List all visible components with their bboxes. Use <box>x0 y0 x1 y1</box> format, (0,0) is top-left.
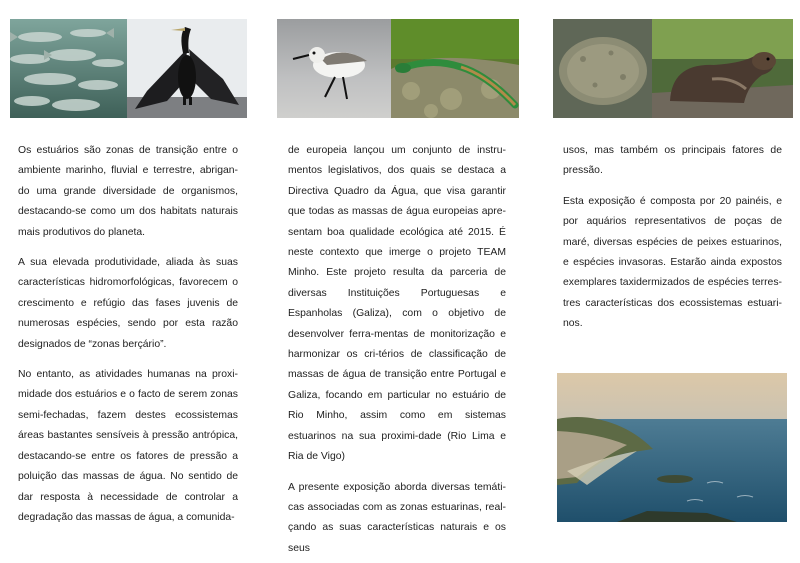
cormorant-photo <box>127 19 247 118</box>
column-1 <box>18 141 238 528</box>
column-1-paragraph-3: No entanto, as atividades humanas na proxi-midade dos estuários e o facto de serem zonas semi-fechadas, fazem destes ecossistemas áreas bastantes sensíveis à pressão antrópica, destacando-se entre os fatores de pressão a poluição das massas de água. No sentido de dar resposta à necessidade de controlar a degradação das massas de água, a comunida- <box>18 369 238 523</box>
flatfish-photo <box>553 19 652 118</box>
green-lizard-photo <box>391 19 519 118</box>
column-3 <box>563 141 782 335</box>
column-2-paragraph-2: A presente exposição aborda diversas temáti-cas associadas com as zonas estuarinas, real-çando as suas características naturais e os seus <box>288 481 506 554</box>
estuary-landscape-photo <box>557 373 787 522</box>
column-3-paragraph-1: usos, mas também os principais fatores de pressão. <box>563 145 782 177</box>
column-3-paragraph-2: Esta exposição é composta por 20 painéis, e por aquários representativos de poças de maré, diversas espécies de peixes estuarinos, e espécies invasoras. Estarão ainda expostos exemplares taxidermizados de espécies terres-tres características dos ecossistemas estuari-nos. <box>563 195 782 330</box>
otter-photo <box>652 19 793 118</box>
column-1-paragraph-2: A sua elevada produtividade, aliada às suas características hidromorfológicas, favorecem o crescimento e refúgio das fases juvenis de numerosas espécies, sendo por esta razão designados de “zonas berçário”. <box>18 257 238 350</box>
column-2-paragraph-1: de europeia lançou um conjunto de instru-mentos legislativos, dos quais se destaca a Directiva Quadro da Água, que visa garantir que todas as massas de água europeias apre-sentam boa qualidade ecológica até 2015. É neste contexto que imerge o projeto TEAM Minho. Este projeto resulta da parceria de diversas Instituições Portuguesas e Espanholas (Galiza), com o objetivo de desenvolver ferra-mentas de monitorização e harmonizar os cri-térios de classificação de massas de água de transição entre Portugal e Galiza, focando em particular no estuário de Rio Minho, assim como em sistemas estuarinos na sua proximi-dade (Rio Lima e Ria de Vigo) <box>288 145 506 463</box>
sanderling-photo <box>277 19 391 118</box>
column-2 <box>288 141 506 559</box>
fish-school-photo <box>10 19 127 118</box>
column-1-paragraph-1: Os estuários são zonas de transição entre o ambiente marinho, fluvial e terrestre, abrigan-do uma grande diversidade de organismos, destacando-se como um dos habitats naturais mais produtivos do planeta. <box>18 145 238 238</box>
